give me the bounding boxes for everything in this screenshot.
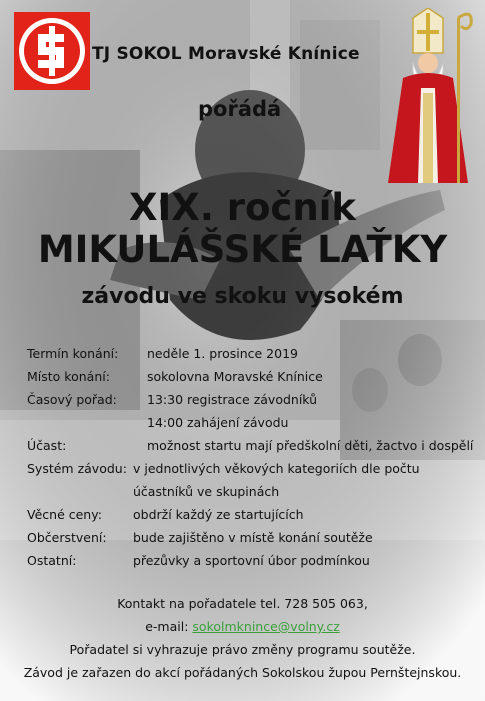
info-label-place: Místo konání:: [27, 369, 110, 384]
info-value-system-2: účastníků ve skupinách: [133, 484, 280, 499]
info-label-schedule: Časový pořad:: [27, 392, 117, 407]
regional-note: Závod je zařazen do akcí pořádaných Sokolskou župou Pernštejnskou.: [23, 665, 462, 680]
info-value-other: přezůvky a sportovní úbor podmínkou: [133, 553, 370, 568]
organizer-note: Pořadatel si vyhrazuje právo změny programu soutěže.: [69, 642, 416, 657]
info-value-date: neděle 1. prosince 2019: [147, 346, 298, 361]
info-label-participation: Účast:: [27, 438, 67, 453]
club-name: TJ SOKOL Moravské Knínice: [92, 44, 360, 64]
event-subtitle: závodu ve skoku vysokém: [81, 284, 404, 309]
event-title: MIKULÁŠSKÉ LAŤKY: [37, 228, 448, 271]
email-label: e-mail:: [145, 619, 189, 634]
email-link[interactable]: sokolmknince@volny.cz: [192, 619, 340, 634]
contact-line: Kontakt na pořadatele tel. 728 505 063,: [117, 596, 368, 611]
info-label-date: Termín konání:: [27, 346, 119, 361]
sokol-logo: [14, 12, 90, 90]
info-value-prizes: obdrží každý ze startujících: [133, 507, 304, 522]
edition-title: XIX. ročník: [129, 186, 356, 229]
info-value-refreshments: bude zajištěno v místě konání soutěže: [133, 530, 373, 545]
saint-nicholas-illustration: [383, 8, 473, 188]
info-label-other: Ostatní:: [27, 553, 77, 568]
info-value-schedule-2: 14:00 zahájení závodu: [147, 415, 289, 430]
info-label-prizes: Věcné ceny:: [27, 507, 102, 522]
info-label-refreshments: Občerstvení:: [27, 530, 107, 545]
info-label-system: Systém závodu:: [27, 461, 127, 476]
organizes-label: pořádá: [198, 97, 282, 121]
info-value-participation: možnost startu mají předškolní děti, žactvo i dospělí: [147, 438, 474, 453]
info-value-schedule-1: 13:30 registrace závodníků: [147, 392, 318, 407]
email-line: [0, 619, 485, 634]
info-value-place: sokolovna Moravské Knínice: [147, 369, 323, 384]
info-value-system-1: v jednotlivých věkových kategoriích dle počtu: [133, 461, 420, 476]
